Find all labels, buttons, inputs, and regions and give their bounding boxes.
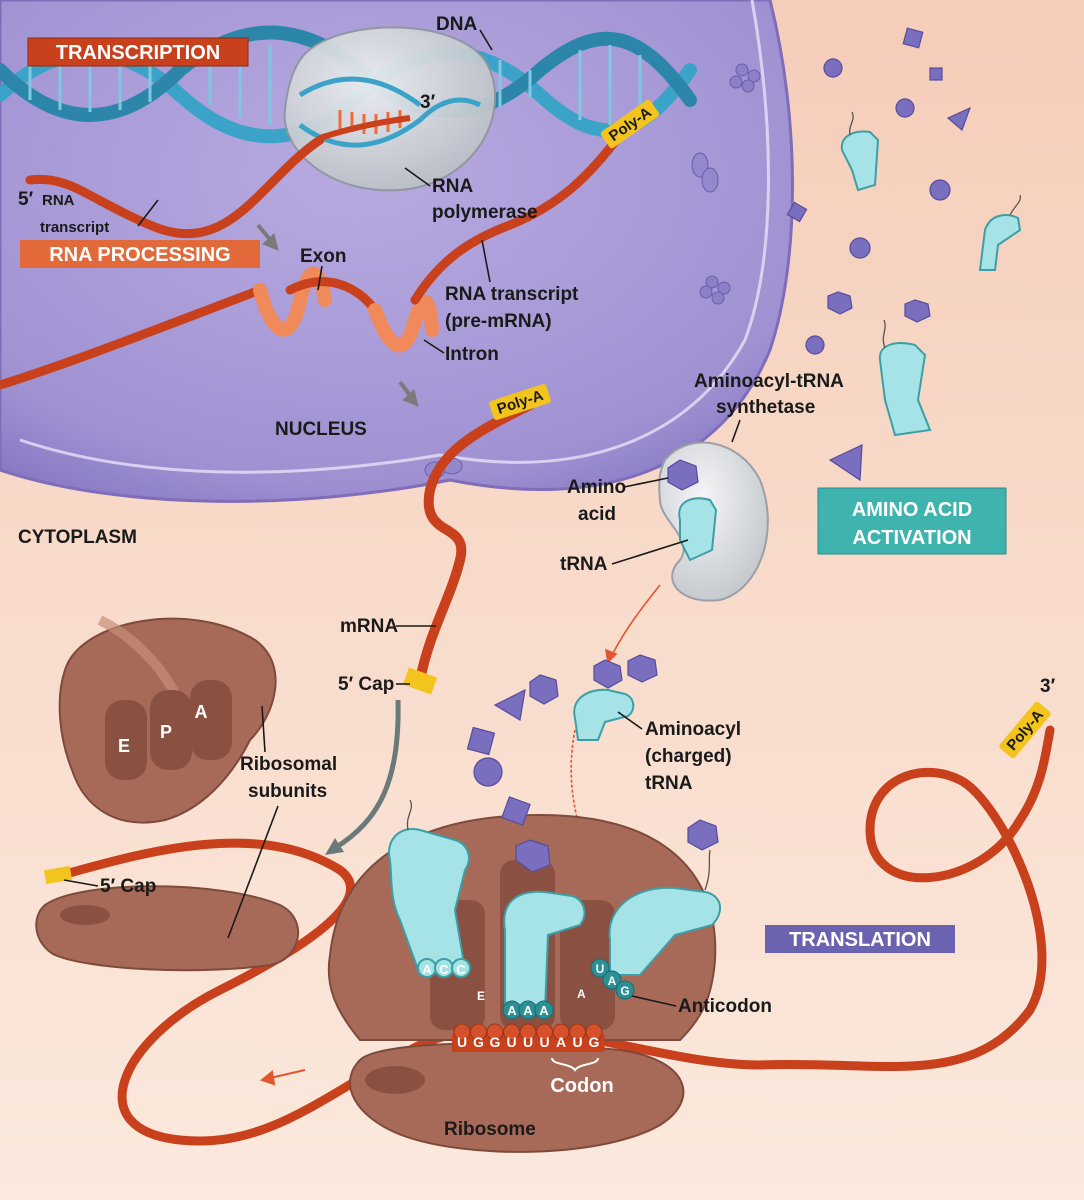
codon-base: A (555, 1034, 567, 1050)
svg-text:ACTIVATION: ACTIVATION (852, 527, 972, 549)
site-label-p: P (159, 722, 173, 742)
svg-text:polymerase: polymerase (432, 202, 538, 223)
svg-text:mRNA: mRNA (340, 616, 399, 637)
nucleus-label: NUCLEUS (275, 419, 367, 440)
label-ribosome: Ribosome (444, 1119, 536, 1140)
svg-text:G: G (620, 984, 630, 998)
svg-text:(charged): (charged) (645, 746, 732, 767)
ribosome-e-site-label: E (477, 989, 486, 1003)
svg-text:C: C (456, 962, 466, 977)
svg-text:Poly-A: Poly-A (605, 103, 655, 145)
svg-text:AMINO ACID: AMINO ACID (851, 499, 973, 521)
svg-text:5′: 5′ (18, 189, 34, 210)
svg-text:RNA transcript: RNA transcript (445, 284, 579, 305)
codon-base: U (539, 1034, 550, 1050)
svg-text:Anticodon: Anticodon (678, 996, 772, 1017)
svg-text:A: A (422, 962, 432, 977)
label-three-prime-right: 3′ (1040, 676, 1056, 697)
svg-text:Aminoacyl: Aminoacyl (645, 719, 742, 740)
svg-text:Amino: Amino (567, 477, 627, 498)
translation-banner (765, 925, 955, 953)
label-three-prime-top: 3′ (420, 92, 436, 113)
ribosomal-small-subunit (36, 886, 298, 970)
cytoplasm-label: CYTOPLASM (18, 527, 137, 548)
svg-text:synthetase: synthetase (716, 397, 816, 418)
svg-text:Poly-A: Poly-A (494, 387, 546, 418)
rna-processing-banner (20, 240, 260, 268)
svg-text:TRANSCRIPTION: TRANSCRIPTION (55, 42, 221, 64)
svg-text:A: A (607, 974, 617, 988)
codon-base: G (489, 1034, 501, 1050)
svg-text:RNA PROCESSING: RNA PROCESSING (49, 244, 231, 266)
svg-text:A: A (523, 1003, 533, 1018)
codon-base: G (473, 1034, 484, 1050)
codon-base: U (506, 1034, 517, 1050)
transcription-banner (28, 38, 248, 66)
svg-text:U: U (595, 962, 605, 976)
svg-text:C: C (439, 962, 449, 977)
svg-text:subunits: subunits (248, 781, 328, 802)
mrna-codons (452, 1024, 605, 1052)
codon-base: U (572, 1034, 583, 1050)
codon-base: U (522, 1034, 534, 1050)
codon-base: U (456, 1034, 468, 1050)
svg-text:Aminoacyl-tRNA: Aminoacyl-tRNA (694, 371, 844, 392)
svg-text:Codon: Codon (550, 1075, 614, 1097)
svg-text:Poly-A: Poly-A (1003, 706, 1048, 754)
svg-text:Ribosomal: Ribosomal (240, 754, 338, 775)
svg-text:5′ Cap: 5′ Cap (338, 674, 395, 695)
svg-text:(pre-mRNA): (pre-mRNA) (445, 311, 552, 332)
site-label-a: A (194, 702, 208, 722)
svg-text:tRNA: tRNA (645, 773, 693, 794)
svg-text:Exon: Exon (300, 246, 347, 267)
svg-text:Intron: Intron (445, 344, 499, 365)
svg-text:TRANSLATION: TRANSLATION (789, 929, 931, 951)
svg-text:tRNA: tRNA (560, 554, 608, 575)
aminoacyl-trna-synthetase (659, 443, 768, 601)
svg-text:acid: acid (578, 504, 617, 525)
svg-text:transcript: transcript (40, 219, 110, 236)
svg-text:5′ Cap: 5′ Cap (100, 876, 157, 897)
ribosome-a-site-label: A (577, 987, 586, 1001)
svg-text:DNA: DNA (436, 14, 478, 35)
codon-base: G (588, 1034, 600, 1050)
svg-text:A: A (507, 1003, 517, 1018)
svg-text:RNA: RNA (42, 192, 75, 209)
amino-acid-activation-banner (818, 488, 1006, 554)
site-label-e: E (117, 736, 131, 756)
svg-text:RNA: RNA (432, 176, 474, 197)
svg-text:A: A (539, 1003, 549, 1018)
